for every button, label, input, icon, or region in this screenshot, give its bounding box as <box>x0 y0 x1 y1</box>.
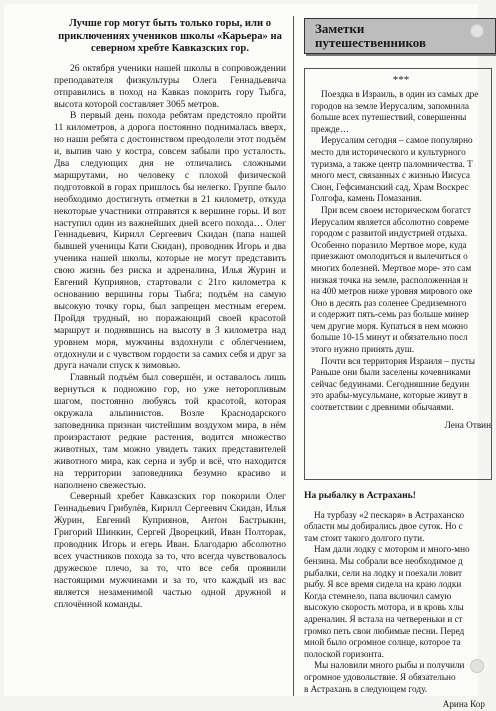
title-line: Лучше гор могут быть только горы, или о <box>68 18 271 29</box>
article-paragraph: Северный хребет Кавказских гор покорили Олег Геннадьевич Грибулёв, Кирилл Сергеевич Скидан, Илья Журин, Евгений Куприянов, Антон Бастрыкин, Григорий Шинкин, Сергей Дворецкий, Иван Полторак, проводник Игорь и егерь Иван. Благодарю абсолютно всех участников похода за то, что всегда чувствовалось дружеское плечо, за то, что все себя проявили настоящими мужчинами и за то, что каждый из вас является незаменимой частью одной дружной и сплочённой команды. <box>54 491 286 610</box>
notes-line: Иерусалим является абсолютно совреме <box>311 216 469 227</box>
fishing-article <box>304 490 485 711</box>
fishing-line: адреналин. Я встала на четвереньки и ст <box>304 613 463 624</box>
notes-line: чем другие моря. Купаться в нем можно <box>311 320 468 331</box>
fishing-line: рыбу. Я все время сидела на краю лодки <box>304 579 462 590</box>
notes-line: приезжают омолодиться и вылечиться о <box>311 251 468 262</box>
notes-line: больше всех путешествий, совершенны <box>311 112 467 123</box>
notes-line: многих болезней. Мертвое море- это сам <box>311 262 472 273</box>
notes-line: Особенно поразило Мертвое море, куда <box>311 239 467 250</box>
notes-line: соответствии с древними обычаями. <box>311 402 454 413</box>
notes-line: много мест, связанных с жизнью Иисуса <box>311 170 470 181</box>
notes-line: Голгофа, камень Помазания. <box>311 193 422 204</box>
notes-line: на 400 метров ниже уровня мирового оке <box>311 286 473 297</box>
fishing-line: громко петь свои любимые песни. Перед <box>304 625 465 636</box>
notes-line: туризма, а также центр паломничества. Т <box>311 158 473 169</box>
rubric-header <box>304 18 496 54</box>
author-signature: Арина Кор <box>442 699 485 710</box>
binder-hole <box>470 659 484 673</box>
notes-line: Сион, Гефсиманский сад, Храм Воскрес <box>311 181 469 192</box>
fishing-line: там стоит такого долгого пути. <box>304 532 425 543</box>
notes-line: Раньше они были заселены кочевниками <box>311 367 471 378</box>
rubric-line: Заметки <box>315 21 365 36</box>
notes-line: городов на земле Иерусалим, запомнила <box>311 100 469 111</box>
notes-line: низкая точка на земле, расположенная н <box>311 274 468 285</box>
article-paragraph: 26 октября ученики нашей школы в сопровождении преподавателя физкультуры Олега Геннадьевича отправились в поход на Кавказ покорить гору Тыбга, высота которой составляет 3065 метров. <box>54 62 286 110</box>
notes-line: этого нужно принять душ. <box>311 344 415 355</box>
mountain-article-title <box>54 18 286 56</box>
notes-line: Иерусалим сегодня – самое популярно <box>321 135 473 146</box>
stars-separator: *** <box>392 74 410 86</box>
fishing-line: высокую скорость мотора, и в кровь хлы <box>304 602 464 613</box>
newspaper-page <box>4 4 491 710</box>
notes-line: и содержит пять-семь раз больше минер <box>311 309 469 320</box>
title-line: северном хребте Кавказских гор. <box>91 43 249 55</box>
fishing-line: в Астрахань в следующем году. <box>304 683 428 694</box>
fishing-line: полоской горизонта. <box>304 648 384 659</box>
notes-line: это арабы-мусульмане, которые живут в <box>311 390 468 401</box>
notes-line: больше 10-15 минут и обязательно посл <box>311 332 468 343</box>
mountain-article <box>54 18 286 610</box>
right-column <box>304 18 491 711</box>
article-paragraph: В первый день похода ребятам предстояло пройти 11 километров, а дорога постоянно поднималась вверх, но наши ребята с достоинством преодолели этот подъём и, выпив чаю у костра, совсем забыли про усталость. Два следующих дня не отличались сложными маршрутами, но человеку с плохой физической подготовкой в горах пришлось бы нелегко. Группе было необходимо достигнуть отметки в 21 километр, откуда некоторые участники отправятся к вершине горы. И вот наступил один из важнейших дней всего похода… Олег Геннадьевич, Кирилл Сергеевич Скидан (папа нашей бывшей ученицы Кати Скидан), проводник Игорь и два ученика нашей школы, которые не могут представить свою жизнь без риска и адреналина, Илья Журин и Евгений Куприянов, стартовали с 21го километра к основанию вершины горы Тыбга; подъём на самую высокую точку горы, был запрещен местным егерем. Пройдя трудный, но поражающий своей красотой маршрут и поднявшись на высоту в 3 километра над уровнем моря, мужчины вздохнули с облегчением, отдохнули и с чувством гордости за самих себя и друг за друга начали спуск к зимовью. <box>54 110 286 372</box>
notes-line: Поездка в Израиль, в один из самых дре <box>321 89 479 99</box>
israel-notes-box <box>304 68 492 480</box>
fishing-line: огромное удовольствие. Я обязательно <box>304 671 456 682</box>
notes-line: сейчас бедуинами. Сегодняшние бедуин <box>311 378 470 389</box>
notes-line: Оно в десять раз соленее Средиземного <box>311 297 467 308</box>
fishing-line: Мы наловили много рыбы и получили <box>314 660 465 671</box>
notes-line: Почти вся территория Израиля – пусты <box>321 355 476 366</box>
fishing-line: Нам дали лодку с мотором и много-мно <box>314 544 470 555</box>
fishing-line: На турбазу «2 пескаря» в Астраханско <box>314 509 465 520</box>
fishing-line: бензина. Мы собрали все необходимое д <box>304 555 463 566</box>
notes-line: место для исторического и культурного <box>311 146 466 157</box>
title-line: приключениях учеников школы «Карьера» на <box>58 30 282 42</box>
fishing-line: рыбалки, сели на лодку и поехали ловит <box>304 567 462 578</box>
author-signature: Лена Отвин <box>444 419 491 430</box>
notes-line: При всем своем историческом богатст <box>321 204 471 215</box>
fishing-article-title: На рыбалку в Астрахань! <box>304 490 416 501</box>
notes-line: прежде… <box>311 123 349 134</box>
column-divider <box>293 16 294 696</box>
article-paragraph: Главный подъём был совершён, и оставалось лишь вернуться к подножию гор, но уже неторопливым шагом, постоянно любуясь той красотой, которая окружала альпинистов. Возле Краснодарского заповедника признан чистейшим воздухом мира, в нём произрастают редкие растения, водится множество животных, там можно увидеть таких представителей животного мира, как серна и зубр и всё, что находится на территории заповедника безумно красиво и наполнено свежестью. <box>54 372 286 491</box>
notes-line: городом с развитой индустрией отдыха. <box>311 228 468 239</box>
fishing-line: мной было огромное солнце, которое та <box>304 637 461 648</box>
rubric-line: путешественников <box>315 35 426 50</box>
fishing-line: области мы добирались двое суток. Но с <box>304 521 463 532</box>
binder-hole <box>470 24 484 38</box>
fishing-line: Когда стемнело, папа включил самую <box>304 590 452 601</box>
